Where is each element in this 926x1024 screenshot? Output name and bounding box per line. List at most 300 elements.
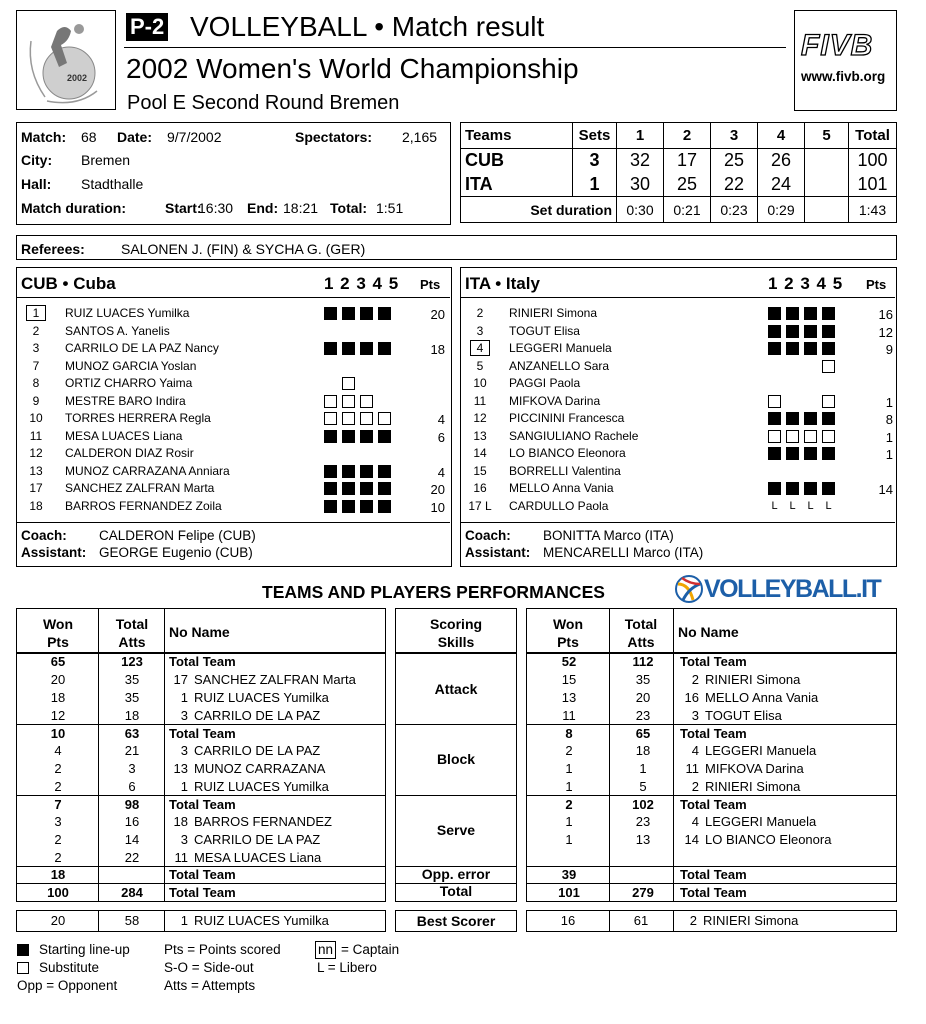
won-points: 2 — [54, 850, 62, 865]
libero-mark: L — [771, 499, 778, 512]
player-row — [17, 410, 449, 427]
best-scorer-name: RUIZ LUACES Yumilka — [194, 913, 329, 928]
result-total: 101 — [849, 173, 897, 197]
player-set-participation — [768, 341, 840, 355]
city-label: City: — [21, 152, 53, 168]
result-sets: 1 — [573, 173, 617, 197]
number-value: 12 — [29, 446, 43, 460]
starting-square-icon — [768, 325, 781, 338]
number-value: 3 — [476, 323, 484, 338]
total-attempts: 23 — [635, 814, 651, 829]
total-attempts: 279 — [632, 885, 654, 900]
assistant-name: GEORGE Eugenio (CUB) — [99, 545, 253, 560]
scoring-skills-header: Scoring Skills — [429, 616, 483, 650]
won-points: 10 — [50, 726, 66, 741]
match-date: 9/7/2002 — [167, 129, 222, 145]
skill-total: Total — [439, 883, 473, 899]
skill-attack: Attack — [434, 681, 478, 697]
won-points: 18 — [50, 690, 66, 705]
player-name: PAGGI Paola — [509, 376, 581, 390]
player-name: MESA LUACES Liana — [65, 428, 183, 443]
player-name: MELLO Anna Vania — [705, 690, 819, 705]
results-header-teams: Teams — [461, 123, 573, 149]
end-time: 18:21 — [283, 200, 319, 216]
result-set2: 17 — [664, 149, 711, 173]
starting-square-icon — [342, 307, 355, 320]
spectators-label: Spectators: — [295, 129, 373, 145]
document-code: P-2 — [126, 13, 168, 41]
player-name: MUNOZ GARCIA Yoslan — [65, 358, 197, 373]
player-set-participation — [768, 446, 840, 460]
total-attempts: 65 — [635, 726, 651, 741]
perf-row-rule — [395, 724, 517, 725]
starting-square-icon — [360, 430, 373, 443]
player-points: 12 — [878, 324, 893, 340]
result-set2: 25 — [664, 173, 711, 197]
fivb-url: www.fivb.org — [801, 69, 886, 84]
roster-cub — [16, 267, 452, 567]
legend-captain: = Captain — [341, 942, 400, 957]
total-attempts: 112 — [632, 654, 654, 669]
match-info-box — [16, 122, 451, 225]
points-header: Pts — [420, 277, 441, 292]
duration-label: Match duration: — [21, 200, 126, 216]
player-number — [465, 411, 495, 425]
won-points: 65 — [50, 654, 66, 669]
legend-starting: Starting line-up — [39, 942, 130, 957]
number-value: 2 — [476, 306, 484, 320]
starting-square-icon — [804, 412, 817, 425]
player-points: 6 — [437, 429, 445, 445]
player-points: 9 — [885, 342, 893, 357]
player-number: 13 — [173, 761, 188, 776]
won-points: 2 — [54, 832, 62, 847]
won-points: 2 — [565, 743, 573, 758]
starting-square-icon — [342, 430, 355, 443]
player-number: 18 — [173, 814, 188, 829]
player-points: 20 — [430, 307, 445, 322]
date-label: Date: — [117, 129, 153, 145]
legend-opponent: Opp = Opponent — [17, 978, 118, 993]
player-number: 14 — [684, 832, 699, 847]
player-number: 1 — [180, 779, 188, 794]
won-points: 11 — [562, 708, 576, 723]
starting-square-icon — [822, 447, 835, 460]
player-name: RUIZ LUACES Yumilka — [65, 306, 190, 320]
player-number: 4 — [691, 814, 699, 829]
won-points: 18 — [50, 867, 66, 882]
result-set5 — [805, 173, 849, 197]
substitute-square-icon — [786, 430, 799, 443]
player-name: MIFKOVA Darina — [705, 761, 804, 776]
best-scorer-number: 2 — [689, 913, 697, 928]
substitute-square-icon — [822, 430, 835, 443]
player-row — [461, 498, 893, 515]
starting-square-icon — [768, 412, 781, 425]
starting-square-icon — [822, 307, 835, 320]
legend-substitute: Substitute — [39, 960, 100, 975]
number-value: 14 — [473, 446, 487, 460]
number-value: 5 — [476, 358, 484, 373]
legend-captain-box: nn — [315, 941, 336, 959]
player-name: SANGIULIANO Rachele — [509, 428, 639, 443]
results-header-set5: 5 — [805, 123, 849, 149]
player-number: 1 — [180, 690, 188, 705]
empty-set-slot — [786, 395, 799, 408]
starting-square-icon — [768, 342, 781, 355]
starting-square-icon — [804, 342, 817, 355]
total-team-label: Total Team — [680, 726, 747, 741]
coach-label: Coach: — [465, 528, 511, 543]
player-row — [461, 410, 893, 427]
starting-square-icon — [378, 430, 391, 443]
perf-row-rule — [16, 724, 386, 725]
won-points: 8 — [565, 726, 573, 741]
player-points: 1 — [885, 394, 893, 410]
set-duration-4: 0:29 — [758, 197, 805, 223]
player-number: 3 — [180, 708, 188, 723]
result-set3: 25 — [711, 149, 758, 173]
substitute-square-icon — [378, 412, 391, 425]
player-points: 1 — [885, 447, 893, 462]
won-points: 39 — [561, 867, 577, 882]
player-row — [17, 358, 449, 375]
player-number — [21, 359, 51, 373]
player-number: 2 — [691, 779, 699, 794]
perf-row-rule — [395, 795, 517, 796]
starting-square-icon — [822, 412, 835, 425]
results-header-set2: 2 — [664, 123, 711, 149]
player-row — [17, 340, 449, 357]
player-row — [461, 428, 893, 445]
number-value: 10 — [29, 411, 43, 425]
player-number — [21, 481, 51, 495]
total-attempts: 35 — [124, 690, 140, 705]
won-points: 1 — [565, 779, 573, 794]
player-name: BARROS FERNANDEZ Zoila — [65, 498, 222, 513]
won-points: 100 — [47, 885, 69, 900]
set-duration-3: 0:23 — [711, 197, 758, 223]
roster-ita-footer-rule — [461, 522, 895, 523]
results-header-set1: 1 — [617, 123, 664, 149]
total-attempts: 18 — [124, 708, 140, 723]
player-name: SANCHEZ ZALFRAN Marta — [65, 481, 215, 495]
legend-libero: L = Libero — [317, 960, 377, 975]
competition-title: 2002 Women's World Championship — [126, 53, 579, 84]
number-value: 12 — [473, 411, 487, 425]
points-header: Pts — [866, 277, 887, 292]
player-row — [17, 305, 449, 322]
number-value: 8 — [32, 376, 40, 390]
player-number: 11 — [685, 761, 699, 776]
best-scorer-ita-vline-2 — [673, 910, 674, 932]
player-set-participation — [324, 341, 396, 355]
starting-square-icon — [378, 482, 391, 495]
player-name: CARRILO DE LA PAZ — [194, 708, 321, 723]
total-attempts: 16 — [124, 814, 140, 829]
roster-cub-footer-rule — [17, 522, 450, 523]
player-set-participation — [324, 306, 396, 320]
number-value: 13 — [29, 463, 43, 478]
player-set-participation — [324, 411, 396, 425]
starting-square-icon — [324, 430, 337, 443]
starting-square-icon — [822, 325, 835, 338]
player-number — [465, 446, 495, 460]
substitute-square-icon — [822, 360, 835, 373]
starting-square-icon — [342, 500, 355, 513]
coach-label: Coach: — [21, 528, 67, 543]
player-row — [17, 480, 449, 497]
best-scorer-ita-vline-1 — [609, 910, 610, 932]
results-table — [460, 122, 897, 223]
legend-substitute-square — [17, 962, 29, 974]
starting-square-icon — [822, 482, 835, 495]
player-row — [461, 305, 893, 322]
substitute-square-icon — [768, 430, 781, 443]
total-attempts: 13 — [635, 832, 651, 847]
player-row — [17, 375, 449, 392]
substitute-square-icon — [822, 395, 835, 408]
player-name: LEGGERI Manuela — [705, 743, 817, 758]
starting-square-icon — [786, 482, 799, 495]
legend-attempts: Atts = Attempts — [164, 978, 256, 993]
total-attempts: 35 — [124, 672, 140, 687]
total-team-label: Total Team — [169, 797, 236, 812]
best-scorer-cub-vline-2 — [164, 910, 165, 932]
libero-mark: L — [825, 499, 832, 512]
player-name: RINIERI Simona — [705, 779, 801, 794]
total-team-label: Total Team — [680, 867, 747, 882]
roster-ita-header-rule — [461, 297, 895, 298]
player-points: 18 — [430, 342, 445, 357]
player-name: LEGGERI Manuela — [509, 341, 612, 355]
total-team-label: Total Team — [680, 797, 747, 812]
best-scorer-atts: 61 — [633, 913, 649, 928]
player-number — [21, 324, 51, 338]
starting-square-icon — [804, 482, 817, 495]
total-team-label: Total Team — [169, 726, 236, 741]
city-value: Bremen — [81, 152, 131, 168]
results-header-set3: 3 — [711, 123, 758, 149]
team-title: ITA • Italy — [465, 274, 540, 293]
player-number — [21, 429, 51, 443]
player-number — [21, 499, 51, 513]
player-set-participation — [768, 499, 840, 513]
player-number: 17 — [173, 672, 188, 687]
player-name: MELLO Anna Vania — [509, 481, 614, 495]
player-points: 16 — [878, 307, 893, 322]
no-name-header: No Name — [169, 624, 230, 640]
total-team-label: Total Team — [169, 867, 236, 882]
set-duration-label: Set duration — [461, 197, 617, 223]
player-points: 20 — [430, 482, 445, 497]
player-number — [465, 359, 495, 373]
perf-row-rule — [16, 883, 386, 884]
document-title: VOLLEYBALL • Match result — [190, 11, 545, 42]
player-number — [465, 341, 495, 355]
pool-title: Pool E Second Round Bremen — [127, 92, 400, 114]
player-number: 11 — [174, 850, 188, 865]
end-label: End: — [247, 200, 279, 216]
header-rule — [124, 47, 786, 48]
won-points: 12 — [50, 708, 66, 723]
player-set-participation — [768, 394, 840, 408]
total-attempts: 5 — [639, 779, 647, 794]
total-team-label: Total Team — [680, 885, 747, 900]
set-duration-row — [461, 197, 897, 223]
starting-square-icon — [324, 307, 337, 320]
captain-number: 1 — [26, 305, 47, 321]
best-scorer-pts: 20 — [50, 913, 66, 928]
number-value: 16 — [473, 481, 487, 495]
player-row — [17, 428, 449, 445]
best-scorer-pts: 16 — [560, 913, 576, 928]
assistant-label: Assistant: — [21, 545, 87, 560]
championship-logo — [17, 11, 115, 109]
won-points: 52 — [561, 654, 577, 669]
best-scorer-name: RINIERI Simona — [703, 913, 799, 928]
player-name: RINIERI Simona — [705, 672, 801, 687]
starting-square-icon — [804, 307, 817, 320]
no-name-header: No Name — [678, 624, 739, 640]
championship-logo-box — [16, 10, 116, 110]
perf-row-rule — [395, 652, 517, 654]
player-row — [17, 323, 449, 340]
player-row — [17, 498, 449, 515]
substitute-square-icon — [360, 412, 373, 425]
player-name: ORTIZ CHARRO Yaima — [65, 376, 193, 390]
total-attempts: 20 — [635, 690, 651, 705]
won-points: 3 — [54, 814, 62, 829]
starting-square-icon — [768, 447, 781, 460]
player-row — [461, 480, 893, 497]
starting-square-icon — [378, 500, 391, 513]
start-label: Start: — [165, 200, 202, 216]
hall-value: Stadthalle — [81, 176, 144, 192]
total-attempts: 22 — [124, 850, 140, 865]
match-label: Match: — [21, 129, 67, 145]
skill-opp-error: Opp. error — [421, 866, 491, 882]
total-time: 1:51 — [376, 200, 404, 216]
total-attempts: 18 — [635, 743, 651, 758]
won-points: 2 — [565, 797, 573, 812]
skill-serve: Serve — [436, 822, 476, 838]
player-points: 14 — [878, 482, 893, 497]
player-set-participation — [324, 376, 360, 390]
total-atts-header: Total Atts — [624, 616, 658, 650]
set-columns: 1 2 3 4 5 — [768, 274, 843, 293]
player-name: BARROS FERNANDEZ — [194, 814, 332, 829]
result-set3: 22 — [711, 173, 758, 197]
libero-mark: L — [789, 499, 796, 512]
player-name: MUNOZ CARRAZANA — [194, 761, 326, 776]
starting-square-icon — [378, 342, 391, 355]
player-name: CARRILO DE LA PAZ Nancy — [65, 341, 219, 355]
coach-name: CALDERON Felipe (CUB) — [99, 528, 256, 543]
player-number — [465, 324, 495, 338]
empty-set-slot — [786, 360, 799, 373]
number-value: 13 — [473, 428, 487, 443]
total-atts-header: Total Atts — [115, 616, 149, 650]
player-number — [465, 464, 495, 478]
number-value: 9 — [32, 393, 40, 408]
starting-square-icon — [360, 482, 373, 495]
player-row — [461, 358, 893, 375]
starting-square-icon — [324, 465, 337, 478]
number-value: 3 — [32, 341, 40, 355]
won-points: 15 — [561, 672, 577, 687]
won-points: 1 — [565, 761, 573, 776]
starting-square-icon — [360, 500, 373, 513]
total-attempts: 35 — [635, 672, 651, 687]
best-scorer-number: 1 — [180, 913, 188, 928]
player-number — [21, 341, 51, 355]
player-row — [17, 463, 449, 480]
number-value: 10 — [473, 376, 487, 390]
player-number — [465, 394, 495, 408]
player-name: TOGUT Elisa — [509, 323, 580, 338]
starting-square-icon — [324, 342, 337, 355]
referees-names: SALONEN J. (FIN) & SYCHA G. (GER) — [121, 241, 366, 257]
starting-square-icon — [786, 325, 799, 338]
roster-ita — [460, 267, 897, 567]
starting-square-icon — [360, 465, 373, 478]
empty-set-slot — [804, 395, 817, 408]
total-attempts: 6 — [128, 779, 136, 794]
legend-starting-square — [17, 944, 29, 956]
assistant-name: MENCARELLI Marco (ITA) — [543, 545, 704, 560]
player-row — [17, 445, 449, 462]
assistant-label: Assistant: — [465, 545, 531, 560]
player-name: CARDULLO Paola — [509, 498, 609, 513]
starting-square-icon — [822, 342, 835, 355]
results-header-set4: 4 — [758, 123, 805, 149]
player-name: RUIZ LUACES Yumilka — [194, 690, 329, 705]
result-total: 100 — [849, 149, 897, 173]
player-number — [21, 394, 51, 408]
player-row — [17, 393, 449, 410]
start-time: 16:30 — [198, 200, 234, 216]
won-points: 7 — [54, 797, 62, 812]
player-set-participation — [324, 481, 396, 495]
result-team: CUB — [461, 149, 573, 173]
empty-set-slot — [768, 360, 781, 373]
player-name: LO BIANCO Eleonora — [705, 832, 832, 847]
player-points: 4 — [437, 464, 445, 480]
set-duration-total: 1:43 — [849, 197, 897, 223]
player-number — [21, 446, 51, 460]
won-points: 1 — [565, 814, 573, 829]
starting-square-icon — [786, 342, 799, 355]
starting-square-icon — [324, 500, 337, 513]
substitute-square-icon — [324, 395, 337, 408]
number-value: 11 — [29, 428, 43, 443]
results-row-cub — [461, 149, 897, 173]
player-points: 4 — [437, 412, 445, 427]
starting-square-icon — [804, 447, 817, 460]
player-number: 3 — [180, 743, 188, 758]
perf-row-rule — [526, 795, 897, 796]
number-value: 18 — [29, 498, 43, 513]
won-points: 2 — [54, 779, 62, 794]
player-row — [461, 323, 893, 340]
starting-square-icon — [360, 307, 373, 320]
total-attempts: 98 — [124, 797, 140, 812]
legend-sideout: S-O = Side-out — [164, 960, 254, 975]
player-points: 10 — [430, 499, 445, 515]
won-points: 4 — [54, 743, 62, 758]
player-name: ANZANELLO Sara — [509, 358, 610, 373]
